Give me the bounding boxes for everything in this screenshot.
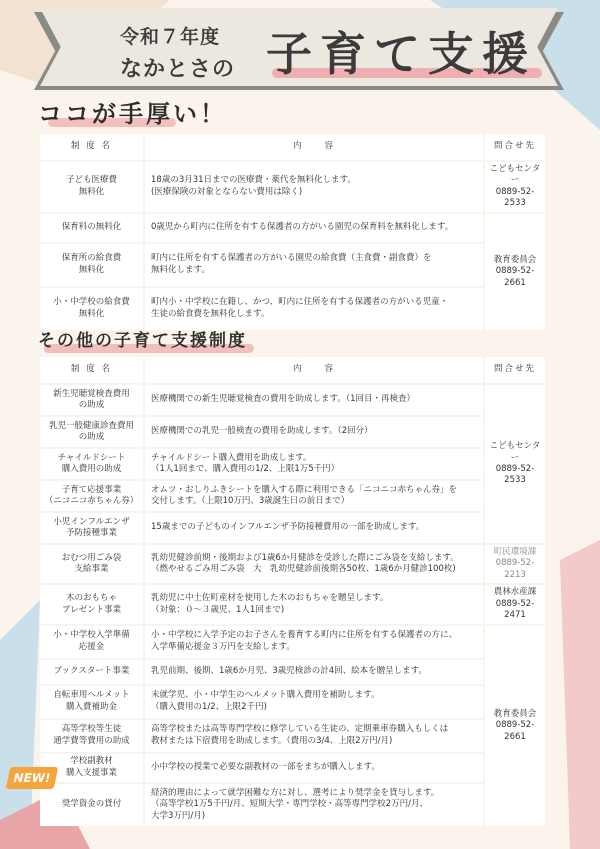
program-name: 子ども医療費 無料化 — [40, 162, 143, 212]
program-content: 乳幼児に中土佐町産材を使用した木のおもちゃを贈呈します。 （対象：０～３歳児、1人1回まで) — [145, 585, 483, 623]
contact-org: こどもセンター — [489, 164, 541, 186]
contact-cell — [485, 626, 545, 826]
program-content: 町内小・中学校に在籍し、かつ、町内に住所を有する保護者の方がいる児童・ 生徒の給食費を無料化します。 — [145, 288, 483, 330]
contact-cell — [485, 162, 545, 212]
town-label: なかとさの — [120, 57, 236, 82]
table-row — [40, 244, 545, 286]
program-content: 町内に住所を有する保護者の方がいる園児の給食費（主食費・副食費）を 無料化します。 — [145, 244, 483, 286]
contact-org: 教育委員会 — [493, 254, 537, 265]
program-content: 乳幼児健診前期・後期および1歳6か月健診を受診した際にごみ袋を支給します。 （燃やせるごみ用ごみ袋 大 乳幼児健診前後期各50枚、1歳6か月健診100枚) — [145, 545, 483, 583]
new-badge: NEW! — [6, 767, 59, 789]
program-name: 奨学資金の貸付 — [40, 784, 143, 826]
table-row — [40, 385, 545, 415]
contact-phone: 0889-52-2533 — [495, 464, 535, 486]
program-content: 小・中学校に入学予定のお子さんを養育する町内に住所を有する保護者の方に、 入学準備応援金３万円を支給します。 — [145, 626, 483, 658]
section1-table — [38, 132, 547, 332]
table-row — [40, 162, 545, 212]
contact-org: 農林水産課 — [493, 587, 537, 598]
column-header-name: 制 度 名 — [40, 134, 143, 160]
program-name: 学校副教材 購入支援事業 — [40, 754, 143, 782]
contact-phone: 0889-52-2533 — [495, 186, 535, 209]
table-row — [40, 784, 545, 826]
program-content: 0歳児から町内に住所を有する保護者の方がいる園児の保育料を無料化します。 — [145, 214, 483, 242]
program-name: 新生児聴覚検査費用 の助成 — [40, 385, 143, 415]
program-content: 乳児前期、後期、1歳6か月児、3歳児検診の計4回、絵本を贈呈します。 — [145, 660, 483, 684]
table-row — [40, 288, 545, 330]
program-name: 乳児一般健康診査費用 の助成 — [40, 417, 143, 447]
contact-cell — [485, 545, 545, 583]
program-content: 高等学校または高等専門学校に修学している生徒の、定期乗車券購入もしくは 教材または下宿費用を助成します。（費用の3/4、上限2万円/月) — [145, 720, 483, 752]
column-header-contact: 問合せ先 — [485, 134, 545, 160]
table-row — [40, 585, 545, 623]
section1-heading: ココが手厚い！ — [38, 100, 227, 128]
program-content: チャイルドシート購入費用を助成します。 （1人1回まで、購入費用の1/2、上限1万5千円） — [145, 449, 483, 479]
table-row — [40, 626, 545, 658]
section2-table — [38, 355, 547, 828]
contact-cell — [485, 385, 545, 543]
program-content: 未就学児、小・中学生のヘルメット購入費用を補助します。 （購入費用の1/2、上限2千円) — [145, 686, 483, 718]
program-name: 木のおもちゃ プレゼント事業 — [40, 585, 143, 623]
program-name: 小・中学校入学準備 応援金 — [40, 626, 143, 658]
program-content: 18歳の3月31日までの医療費・薬代を無料化します。 (医療保険の対象とならない費用は除く) — [145, 162, 483, 212]
program-name: 高等学校等生徒 通学費等費用の助成 — [40, 720, 143, 752]
program-name: 保育所の給食費 無料化 — [40, 244, 143, 286]
program-content: 医療機関での乳児一般検査の費用を助成します。（2回分） — [145, 417, 483, 447]
header-banner — [34, 8, 564, 92]
program-content: 小中学校の授業で必要な副教材の一部をまちが購入します。 — [145, 754, 483, 782]
program-content: オムツ・おしりふきシートを購入する際に利用できる「ニコニコ赤ちゃん券」を 交付します。（上限10万円、3歳誕生日の前日まで） — [145, 481, 483, 511]
column-header-contact: 問合せ先 — [485, 357, 545, 383]
table-row — [40, 214, 545, 242]
table-row — [40, 481, 545, 511]
table-row — [40, 660, 545, 684]
program-name: おむつ用ごみ袋 支給事業 — [40, 545, 143, 583]
table-row — [40, 686, 545, 718]
fiscal-year-label: 令和７年度 — [120, 26, 221, 48]
table-row — [40, 449, 545, 479]
table-row — [40, 720, 545, 752]
program-name: 小・中学校の給食費 無料化 — [40, 288, 143, 330]
contact-phone: 0889-52-2213 — [495, 558, 535, 580]
program-name: 小児インフルエンザ 予防接種事業 — [40, 513, 143, 543]
page-title: 子育て支援 — [266, 27, 536, 81]
table-row — [40, 545, 545, 583]
table-row — [40, 754, 545, 782]
table-row — [40, 513, 545, 543]
program-content: 15歳までの子どものインフルエンザ予防接種費用の一部を助成します。 — [145, 513, 483, 543]
contact-org: こどもセンター — [489, 441, 541, 463]
program-name: ブックスタート事業 — [40, 660, 143, 684]
program-name: 自転車用ヘルメット 購入費補助金 — [40, 686, 143, 718]
program-name: チャイルドシート 購入費用の助成 — [40, 449, 143, 479]
column-header-content: 内 容 — [145, 357, 483, 383]
column-header-name: 制 度 名 — [40, 357, 143, 383]
contact-phone: 0889-52-2661 — [495, 720, 535, 742]
section2-heading: その他の子育て支援制度 — [38, 331, 247, 351]
program-content: 医療機関での新生児聴覚検査の費用を助成します。（1回目・再検査） — [145, 385, 483, 415]
program-name: 子育て応援事業 （ニコニコ赤ちゃん券） — [40, 481, 143, 511]
contact-phone: 0889-52-2471 — [495, 598, 535, 621]
contact-cell — [485, 214, 545, 330]
contact-phone: 0889-52-2661 — [495, 266, 535, 288]
program-name: 保育料の無料化 — [40, 214, 143, 242]
contact-org: 町民環境課 — [493, 547, 537, 557]
contact-cell — [485, 585, 545, 623]
table-row — [40, 417, 545, 447]
program-content: 経済的理由によって就学困難な方に対し、選考により奨学金を貸与します。 （高等学校1万5千円/月、短期大学・専門学校・高等専門学校2万円/月、 大学3万円/月) — [145, 784, 483, 826]
column-header-content: 内 容 — [145, 134, 483, 160]
contact-org: 教育委員会 — [493, 708, 537, 719]
